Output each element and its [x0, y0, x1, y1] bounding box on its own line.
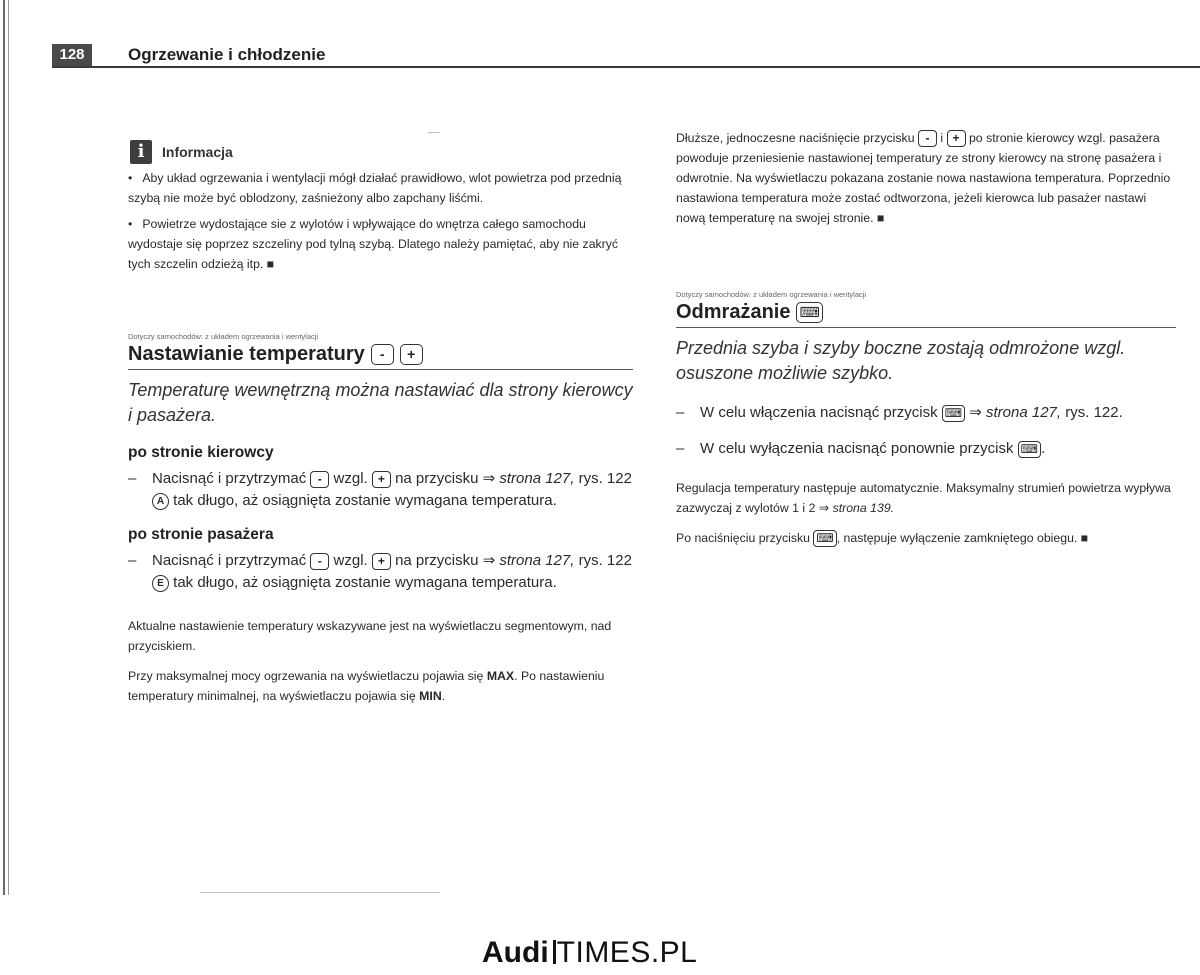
max-label: MAX	[486, 669, 515, 683]
defrost-key-icon: ⌨	[942, 405, 965, 422]
left-column	[128, 140, 633, 706]
step-text: na przycisku	[395, 552, 479, 569]
minus-key-icon: -	[371, 344, 394, 365]
note-text: .	[441, 689, 446, 703]
defrost-step-off	[676, 438, 1176, 460]
figure-reference: rys. 122	[578, 552, 632, 569]
para-text: po stronie kierowcy wzgl. pasażera powoduje przeniesienie nastawionej temperatury ze strony kierowcy na stronę pasażera i odwrotnie. Na wyświetlaczu pokazana zostanie nowa nastawiona temperatura. Poprzednio nastawiona temperatura może zostać odtworzona, jeżeli kierowca lub pasażer nastawi nową temperaturę na swojej stronie.	[676, 131, 1171, 225]
page-reference: ⇒ strona 127,	[482, 552, 575, 569]
plus-key-icon: +	[400, 344, 423, 365]
dash: –	[128, 470, 137, 487]
section-title	[676, 301, 1176, 328]
note-text: , następuje wyłączenie zamkniętego obiegu.	[836, 531, 1078, 545]
section-lead: Przednia szyba i szyby boczne zostają odmrożone wzgl. osuszone możliwie szybko.	[676, 338, 1126, 383]
breadcrumb: Dotyczy samochodów: z układem ogrzewania i wentylacji	[128, 332, 319, 341]
max-min-note	[128, 666, 633, 706]
plus-key-icon: +	[372, 553, 391, 570]
watermark-site: TIMES.PL	[556, 936, 698, 969]
plus-key-icon: +	[372, 471, 391, 488]
passenger-heading: po stronie pasażera	[128, 526, 274, 543]
section-title-text: Nastawianie temperatury	[128, 343, 365, 365]
step-text: tak długo, aż osiągnięta zostanie wymagana temperatura.	[173, 574, 557, 591]
figure-reference: rys. 122	[578, 470, 632, 487]
scan-mark	[428, 132, 440, 133]
info-title: Informacja	[162, 144, 233, 160]
step-text: Nacisnąć i przytrzymać	[152, 552, 307, 569]
minus-key-icon: -	[310, 553, 329, 570]
para-text: i	[940, 131, 944, 145]
airflow-note	[676, 478, 1176, 518]
end-mark: ■	[876, 211, 885, 225]
driver-heading: po stronie kierowcy	[128, 444, 274, 461]
figure-reference: rys. 122.	[1065, 404, 1123, 421]
defrost-key-icon: ⌨	[1018, 441, 1041, 458]
chapter-title: Ogrzewanie i chłodzenie	[128, 45, 326, 64]
step-text: tak długo, aż osiągnięta zostanie wymagana temperatura.	[173, 492, 557, 509]
section-lead: Temperaturę wewnętrzną można nastawiać dla strony kierowcy i pasażera.	[128, 380, 633, 425]
callout-e-icon: E	[152, 575, 169, 592]
note-text: . Po nastawieniu temperatury minimalnej, na wyświetlaczu pojawia się	[128, 669, 605, 703]
min-label: MIN	[419, 689, 442, 703]
book-spine	[0, 0, 14, 895]
info-bullet	[128, 168, 633, 208]
right-column	[676, 128, 1176, 548]
dash: –	[128, 552, 137, 569]
plus-key-icon: +	[947, 130, 966, 147]
page-number: 128	[52, 44, 92, 66]
temp-section	[128, 332, 633, 706]
minus-key-icon: -	[310, 471, 329, 488]
note-text: Przy maksymalnej mocy ogrzewania na wyświetlaczu pojawia się	[128, 669, 484, 683]
note-text: Regulacja temperatury następuje automatycznie. Maksymalny strumień powietrza wypływa zazwyczaj z wylotów 1 i 2	[676, 481, 1171, 515]
header-rule	[52, 66, 1200, 68]
driver-step	[128, 468, 633, 512]
defrost-notes	[676, 478, 1176, 548]
page-reference: ⇒ strona 127,	[969, 404, 1062, 421]
passenger-step	[128, 550, 633, 594]
para-text: Dłuższe, jednoczesne naciśnięcie przycisku	[676, 131, 915, 145]
defrost-key-icon: ⌨	[796, 302, 822, 323]
audi-times-watermark	[482, 935, 697, 971]
step-text: wzgl.	[333, 552, 368, 569]
page-reference: ⇒ strona 139.	[818, 501, 895, 515]
breadcrumb: Dotyczy samochodów: z układem ogrzewania i wentylacji	[676, 290, 867, 299]
temp-notes	[128, 616, 633, 706]
sync-paragraph	[676, 128, 1176, 228]
info-icon: i	[130, 140, 152, 164]
page-reference: ⇒ strona 127,	[482, 470, 575, 487]
info-box	[128, 168, 633, 274]
defrost-key-icon: ⌨	[813, 530, 836, 547]
scan-mark	[200, 892, 440, 893]
defrost-section	[676, 290, 1176, 548]
end-mark: ■	[266, 257, 275, 271]
section-title	[128, 343, 633, 370]
step-text: wzgl.	[333, 470, 368, 487]
step-text: .	[1040, 440, 1046, 457]
info-box-header	[130, 140, 633, 164]
step-text: Nacisnąć i przytrzymać	[152, 470, 307, 487]
callout-a-icon: A	[152, 493, 169, 510]
dash: –	[676, 404, 685, 421]
step-text: W celu wyłączenia nacisnąć ponownie przycisk	[700, 440, 1014, 457]
display-note: Aktualne nastawienie temperatury wskazywane jest na wyświetlaczu segmentowym, nad przyciskiem.	[128, 619, 612, 653]
defrost-step-on	[676, 402, 1176, 424]
info-bullet-text: Powietrze wydostające sie z wylotów i wpływające do wnętrza całego samochodu wydostaje się poprzez szczeliny pod tylną szybą. Dlatego należy pamiętać, aby nie zakryć tych szczelin odzieżą itp.	[128, 217, 619, 271]
end-mark: ■	[1080, 531, 1089, 545]
step-text: na przycisku	[395, 470, 479, 487]
info-bullet-text: Aby układ ogrzewania i wentylacji mógł działać prawidłowo, wlot powietrza pod przednią szybą nie może być oblodzony, zaśnieżony albo zapchany liśćmi.	[128, 171, 622, 205]
watermark-divider	[553, 940, 556, 964]
info-bullet	[128, 214, 633, 274]
recirc-note	[676, 528, 1176, 548]
dash: –	[676, 440, 685, 457]
step-text: W celu włączenia nacisnąć przycisk	[700, 404, 938, 421]
minus-key-icon: -	[918, 130, 937, 147]
section-title-text: Odmrażanie	[676, 301, 791, 323]
watermark-brand: Audi	[482, 936, 549, 969]
note-text: Po naciśnięciu przycisku	[676, 531, 810, 545]
